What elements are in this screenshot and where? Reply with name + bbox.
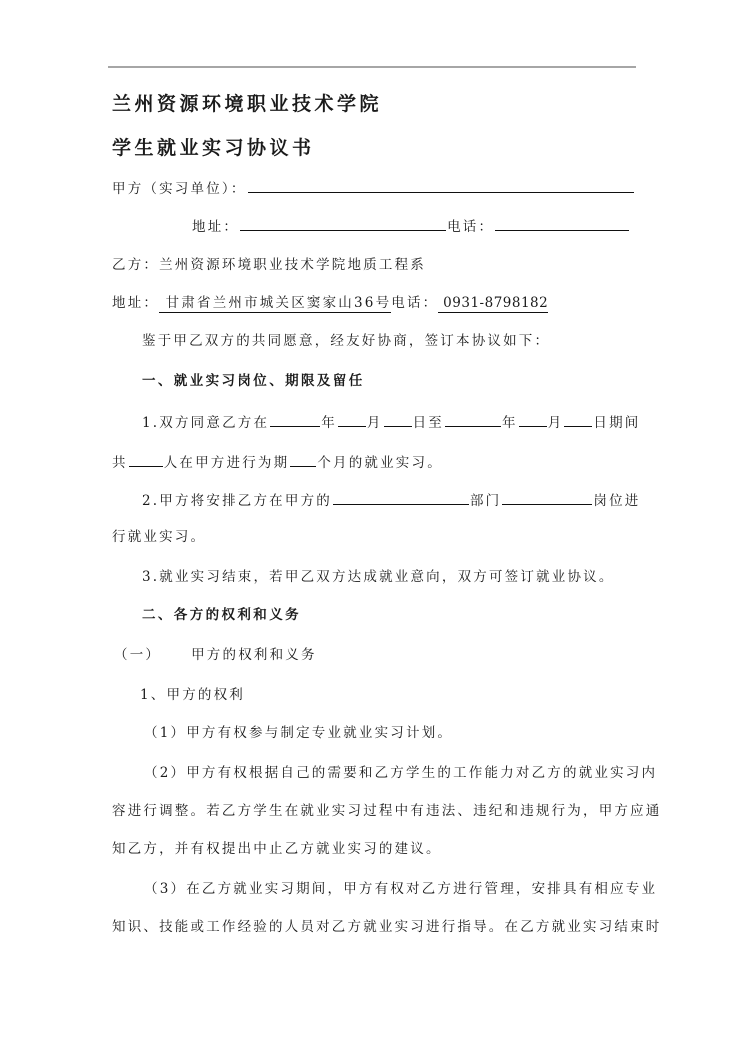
end-year-field[interactable] [445, 412, 501, 427]
department-label: 部门 [469, 493, 502, 509]
item-2-prefix: 2.甲方将安排乙方在甲方的 [142, 493, 332, 509]
party-b-contact-row [112, 294, 548, 312]
preamble: 鉴于甲乙双方的共同愿意，经友好协商，签订本协议如下： [142, 333, 551, 349]
start-month-field[interactable] [338, 412, 366, 427]
section-2-heading: 二、各方的权利和义务 [142, 607, 301, 623]
day-period-label: 日期间 [593, 415, 641, 431]
right-3-line-1: （3）在乙方就业实习期间，甲方有权对乙方进行管理，安排具有相应专业 [144, 881, 658, 897]
right-2-line-2: 容进行调整。若乙方学生在就业实习过程中有违法、违纪和违规行为，甲方应通 [112, 803, 662, 819]
department-field[interactable] [333, 490, 469, 505]
party-a-rights-title: 1、甲方的权利 [140, 687, 245, 703]
start-year-field[interactable] [270, 412, 320, 427]
start-day-field[interactable] [384, 412, 412, 427]
section-1-item-2-line-2: 行就业实习。 [112, 529, 207, 545]
month-label: 月 [547, 415, 564, 431]
right-1: （1）甲方有权参与制定专业就业实习计划。 [144, 725, 454, 741]
year-label: 年 [502, 415, 518, 431]
party-b-phone: 0931-8798182 [438, 295, 549, 311]
section-1-item-1-line-2 [112, 452, 443, 472]
party-b-phone-label: 电话： [391, 295, 439, 311]
end-day-field[interactable] [564, 412, 592, 427]
months-suffix: 个月的就业实习。 [317, 455, 443, 471]
header-rule [108, 66, 636, 68]
item-1-prefix: 1.双方同意乙方在 [142, 415, 270, 431]
document-title-agreement: 学生就业实习协议书 [112, 137, 315, 159]
month-label: 月 [366, 415, 383, 431]
party-a-address-field[interactable] [240, 216, 446, 231]
section-1-heading: 一、就业实习岗位、期限及留任 [142, 373, 365, 389]
party-a-phone-label: 电话： [447, 219, 495, 235]
subsection-number: （一） [114, 647, 162, 663]
party-b-name: 兰州资源环境职业技术学院地质工程系 [159, 257, 427, 273]
right-2-line-3: 知乙方，并有权提出中止乙方就业实习的建议。 [112, 841, 442, 857]
year-label: 年 [321, 415, 337, 431]
party-b-row [112, 256, 426, 274]
post-label: 岗位进 [593, 493, 641, 509]
party-a-contact-row [192, 216, 630, 236]
headcount-field[interactable] [129, 452, 163, 467]
party-b-label: 乙方： [112, 257, 160, 273]
total-label: 共 [112, 455, 128, 471]
duration-label: 人在甲方进行为期 [163, 455, 290, 471]
section-1-item-3: 3.就业实习结束，若甲乙双方达成就业意向，双方可签订就业协议。 [142, 569, 615, 585]
section-1-item-1-line-1 [142, 412, 641, 432]
party-b-address: 甘肃省兰州市城关区窦家山36号 [159, 295, 392, 311]
party-a-label: 甲方（实习单位）： [112, 181, 247, 197]
subsection-1-heading [114, 646, 317, 664]
months-field[interactable] [290, 452, 316, 467]
section-1-item-2-line-1 [142, 490, 641, 510]
party-a-address-label: 地址： [192, 219, 240, 235]
end-month-field[interactable] [519, 412, 547, 427]
party-a-phone-field[interactable] [495, 216, 629, 231]
right-2-line-1: （2）甲方有权根据自己的需要和乙方学生的工作能力对乙方的就业实习内 [144, 765, 658, 781]
subsection-title: 甲方的权利和义务 [191, 647, 317, 663]
document-title-school: 兰州资源环境职业技术学院 [112, 93, 383, 115]
party-a-row [112, 178, 635, 198]
post-field[interactable] [502, 490, 592, 505]
party-a-name-field[interactable] [248, 178, 634, 193]
party-b-address-label: 地址： [112, 295, 160, 311]
day-to-label: 日至 [412, 415, 444, 431]
right-3-line-2: 知识、技能或工作经验的人员对乙方就业实习进行指导。在乙方就业实习结束时 [112, 919, 662, 935]
